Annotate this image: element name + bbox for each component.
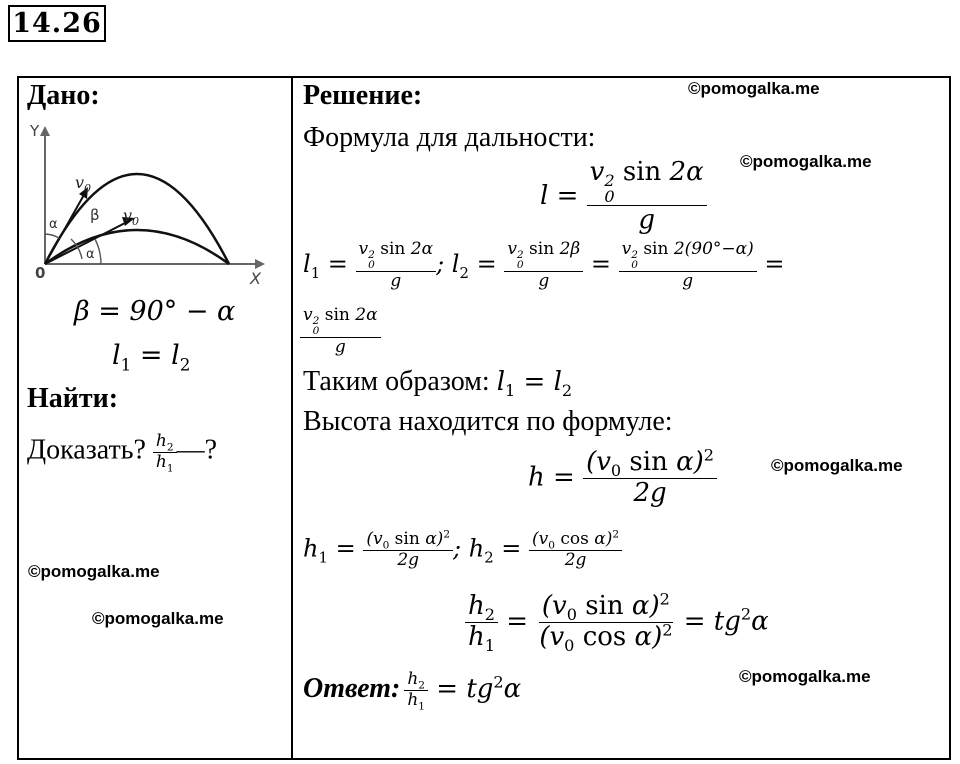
v0-label-high: $v_0$	[75, 173, 92, 195]
range-equality-cont: v 2 0 sin 2α g	[300, 306, 381, 357]
angle-arc-alpha-top	[45, 234, 59, 238]
condition-l: $l_1 = l_2$	[112, 340, 191, 375]
watermark: ©pomogalka.me	[771, 456, 903, 475]
find-statement: Доказать? $\frac{h_2}{h_1}$ —?	[27, 431, 217, 474]
ratio-formula: $\frac{h_2}{h_1}$ = $\frac{(v_0 \sin \alpha)^2}{(v_0 \cos \alpha)^2}$ = $tg^2\alpha$	[465, 592, 769, 653]
alpha-label-top: α	[49, 217, 58, 232]
trajectory-low	[45, 230, 229, 264]
x-axis-label: X	[250, 269, 261, 288]
angle-arc-alpha-bottom	[95, 239, 101, 264]
height-formula: h = $\frac{(v_0 \sin \alpha)^2}{2g}$	[528, 448, 717, 509]
range-label: Формула для дальности:	[303, 122, 596, 153]
height-values: $h_1$ = $\frac{(v_0 \sin \alpha)^2}{2g}$ ; $h_2$ = $\frac{(v_0 \cos \alpha)^2}{2g}$	[303, 530, 622, 570]
watermark: ©pomogalka.me	[739, 667, 871, 686]
origin-label: 0	[35, 264, 46, 282]
watermark: ©pomogalka.me	[688, 79, 820, 98]
beta-label: β	[90, 206, 100, 224]
y-axis-arrow-icon	[40, 126, 50, 136]
range-equality: $l_1$ = v 2 0 sin 2α g ; $l_2$ = v 2 0 sin 2β g = v 2 0 sin 2(90°−α) g =	[303, 239, 785, 291]
watermark: ©pomogalka.me	[740, 152, 872, 171]
height-label: Высота находится по формуле:	[303, 406, 673, 437]
watermark: ©pomogalka.me	[92, 609, 224, 628]
range-formula: l = v 2 0 sin 2α g	[540, 158, 707, 236]
trajectory-diagram	[25, 118, 275, 288]
watermark: ©pomogalka.me	[28, 562, 160, 581]
column-divider	[291, 76, 293, 760]
problem-number: 14.26	[8, 5, 106, 42]
x-axis-arrow-icon	[255, 259, 265, 269]
y-axis-label: Y	[30, 122, 40, 140]
conclusion-line: Таким образом: $l_1 = l_2$	[303, 366, 573, 401]
condition-beta: β = 90° − α	[74, 296, 236, 327]
solution-heading: Решение:	[303, 80, 423, 111]
v0-label-low: $v_0$	[123, 206, 140, 228]
answer-line: Ответ: $\frac{h_2}{h_1}$ = $tg^2\alpha$	[303, 669, 522, 712]
alpha-label-bottom: α	[86, 247, 95, 262]
find-heading: Найти:	[27, 383, 119, 414]
given-heading: Дано:	[27, 80, 100, 111]
